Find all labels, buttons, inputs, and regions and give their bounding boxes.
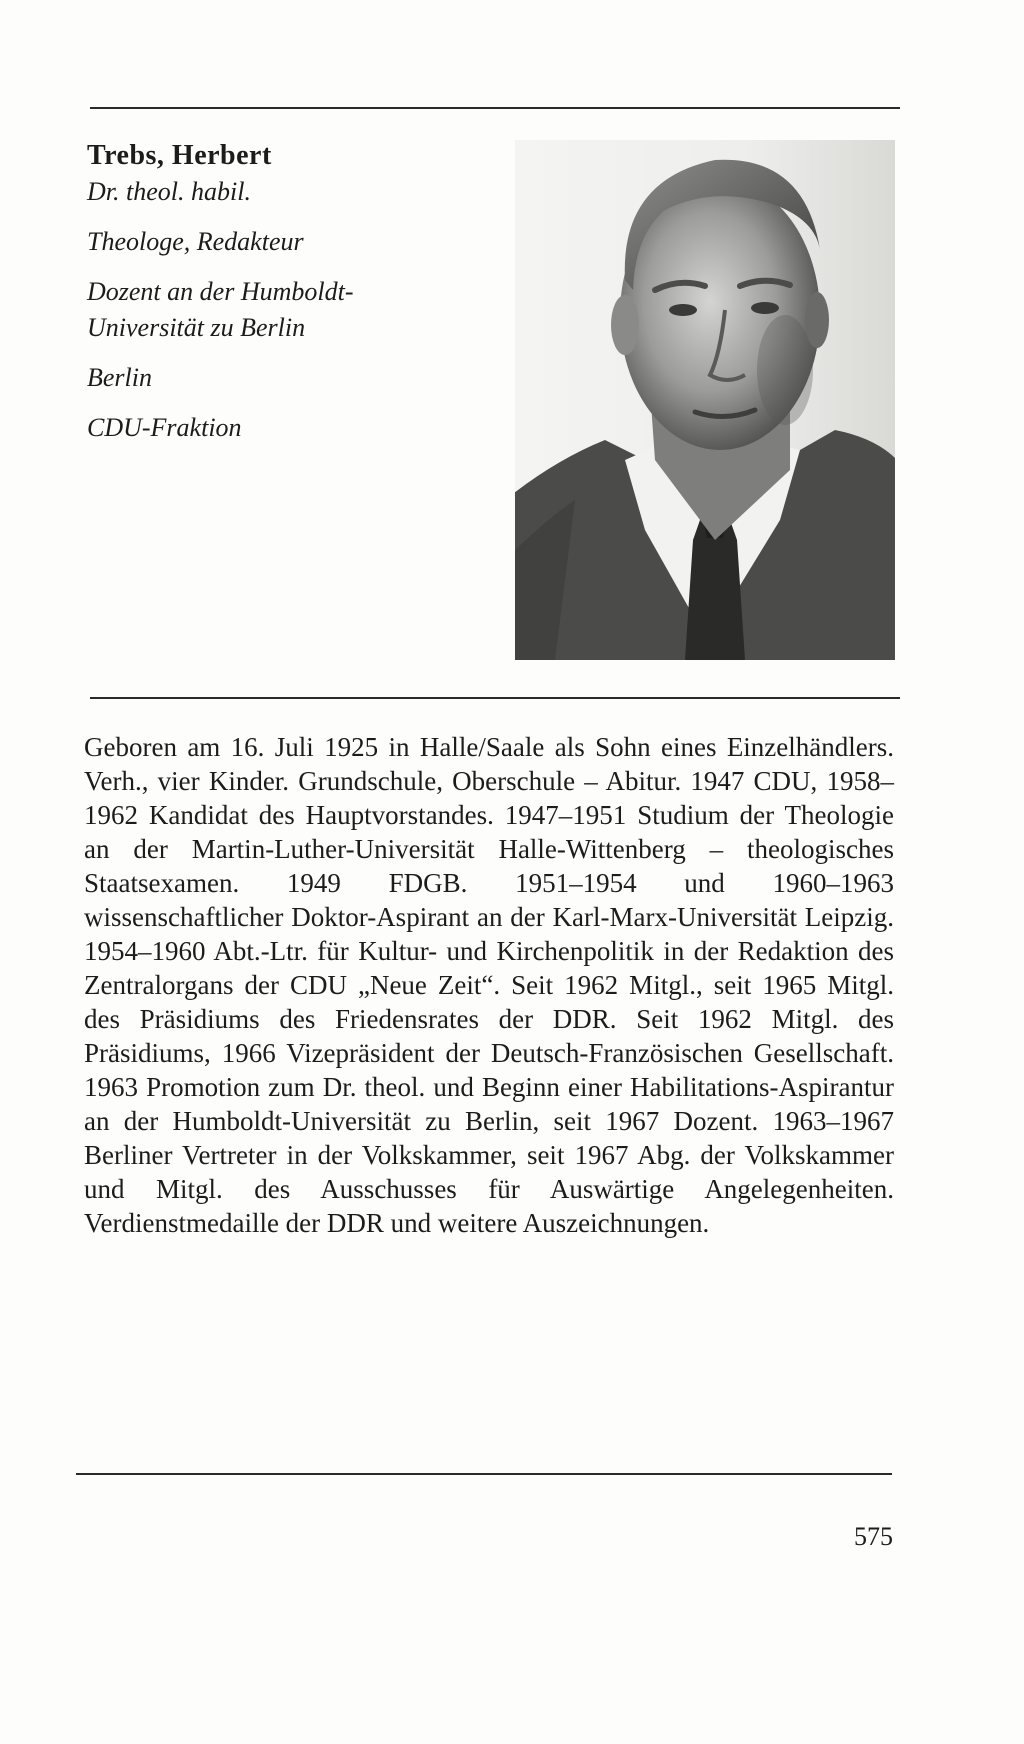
middle-divider: [90, 697, 900, 699]
page-number: 575: [854, 1522, 893, 1551]
person-name: Trebs, Herbert: [87, 140, 272, 171]
bottom-divider: [76, 1473, 892, 1475]
top-divider: [90, 107, 900, 109]
position: [87, 274, 517, 346]
entry-header: [87, 138, 517, 446]
position-line-2: Universität zu Berlin: [87, 313, 306, 342]
profession: Theologe, Redakteur: [87, 227, 304, 256]
portrait-photo: [515, 140, 895, 660]
faction: CDU-Fraktion: [87, 413, 242, 442]
position-line-1: Dozent an der Humboldt-: [87, 277, 354, 306]
city: Berlin: [87, 363, 152, 392]
academic-degree: Dr. theol. habil.: [87, 177, 251, 206]
biography-text: Geboren am 16. Juli 1925 in Halle/Saale als Sohn eines Einzelhändlers. Verh., vier Kinder. Grundschule, Oberschule – Abitur. 1947 CDU, 1958–1962 Kandidat des Hauptvorstandes. 1947–1951 Studium der Theologie an der Martin-Luther-Universität Halle-Wittenberg – theologisches Staatsexamen. 1949 FDGB. 1951–1954 und 1960–1963 wissenschaftlicher Doktor-Aspirant an der Karl-Marx-Universität Leipzig. 1954–1960 Abt.-Ltr. für Kultur- und Kirchenpolitik in der Redaktion des Zentralorgans der CDU „Neue Zeit“. Seit 1962 Mitgl., seit 1965 Mitgl. des Präsidiums des Friedensrates der DDR. Seit 1962 Mitgl. des Präsidiums, 1966 Vizepräsident der Deutsch-Französischen Gesellschaft. 1963 Promotion zum Dr. theol. und Beginn einer Habilitations-Aspirantur an der Humboldt-Universität zu Berlin, seit 1967 Dozent. 1963–1967 Berliner Vertreter in der Volkskammer, seit 1967 Abg. der Volkskammer und Mitgl. des Ausschusses für Auswärtige Angelegenheiten. Verdienstmedaille der DDR und weitere Auszeichnungen.: [84, 732, 894, 1238]
